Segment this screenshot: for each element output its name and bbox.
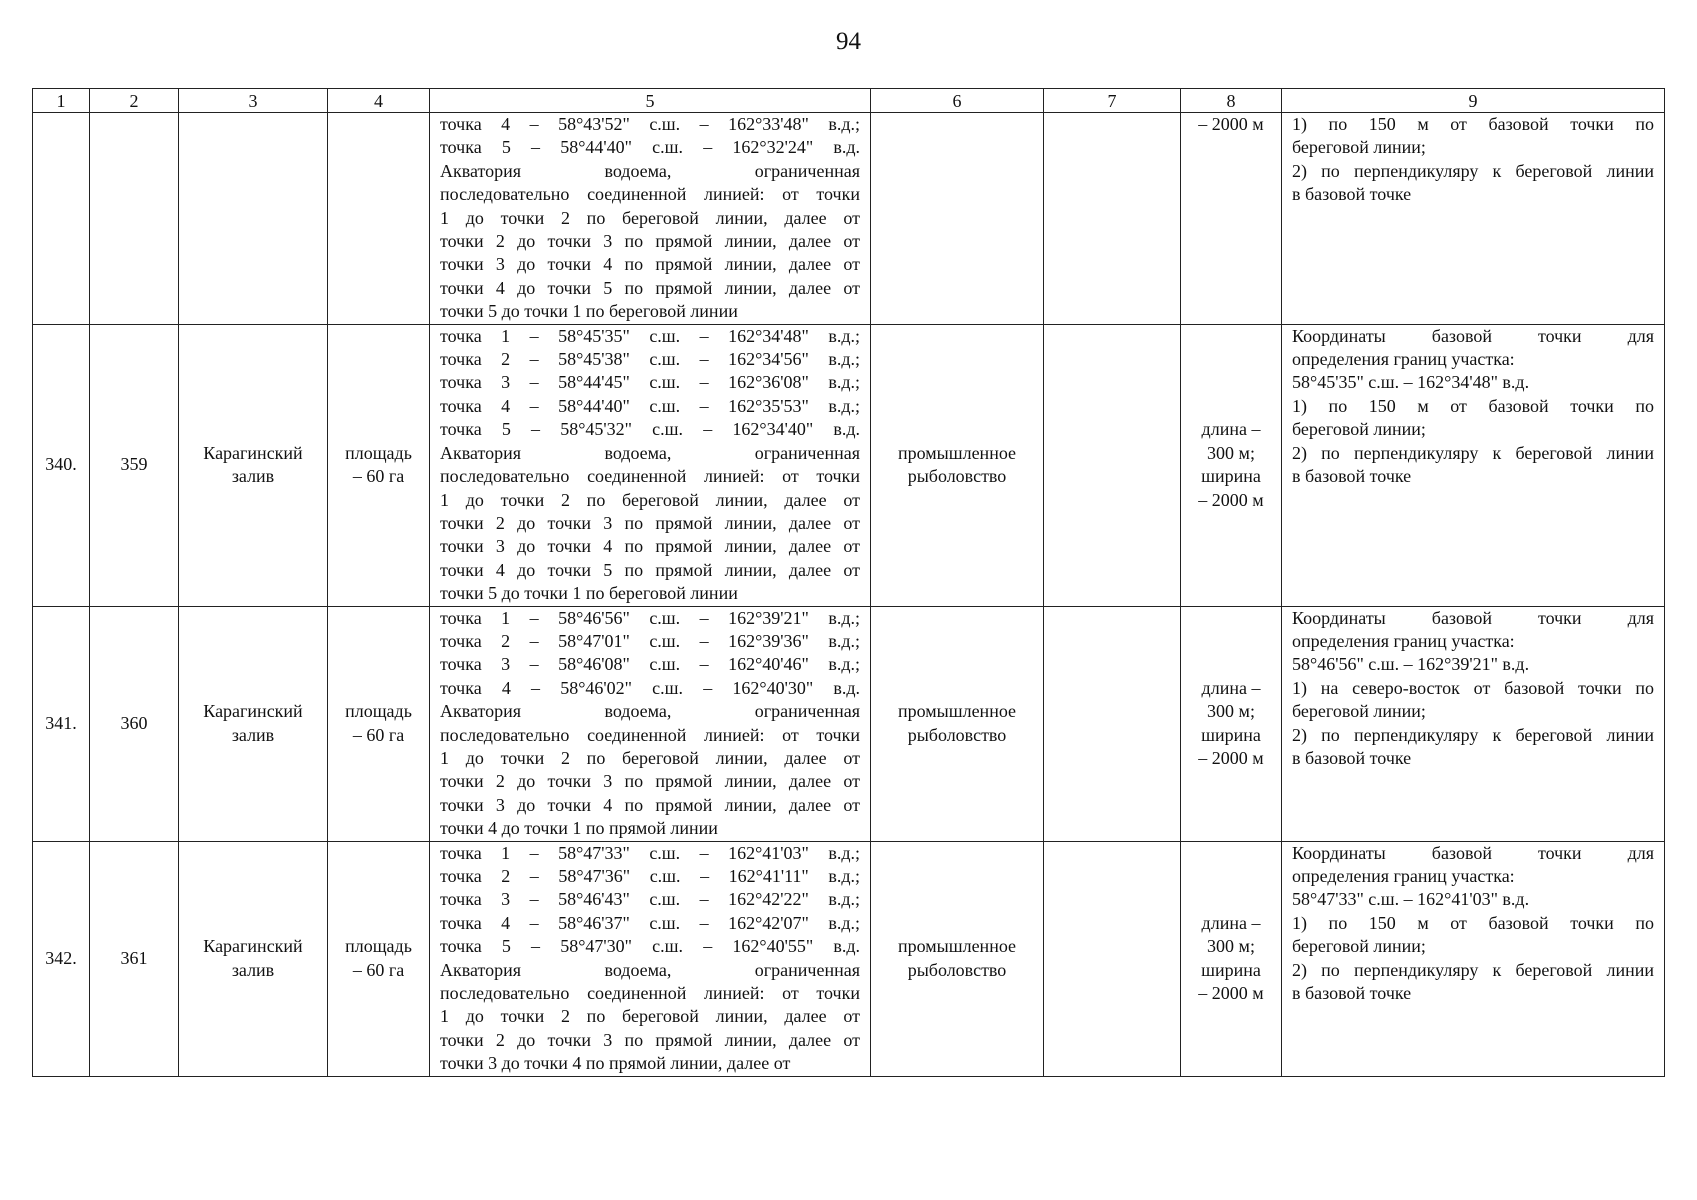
cell-notes-line: береговой линии; <box>1292 137 1426 158</box>
cell-description-line: точки 2 до точки 3 по прямой линии, далее от <box>440 512 860 533</box>
cell-notes-line: 2) по перпендикуляру к береговой линии <box>1292 442 1654 463</box>
column-header: 2 <box>90 89 179 113</box>
cell-location <box>179 841 328 1076</box>
cell-location-line: Карагинский <box>203 936 303 957</box>
cell-notes <box>1282 113 1665 325</box>
cell-notes-line: определения границ участка: <box>1292 630 1515 651</box>
cell-description-line: точки 2 до точки 3 по прямой линии, далее от <box>440 771 860 792</box>
cell-area <box>328 841 430 1076</box>
cell-description-line: 1 до точки 2 по береговой линии, далее от <box>440 747 860 768</box>
cell-location-line: Карагинский <box>203 442 303 463</box>
cell-purpose-line: промышленное <box>897 442 1017 463</box>
column-header: 8 <box>1181 89 1282 113</box>
cell-size-line: длина – <box>1201 677 1261 698</box>
cell-area-line: – 60 га <box>352 959 405 980</box>
cell-area <box>328 606 430 841</box>
cell-size <box>1181 324 1282 606</box>
cell-description-line: последовательно соединенной линией: от точки <box>440 184 860 205</box>
cell-size-line: ширина <box>1201 466 1261 487</box>
cell-location-line: залив <box>231 724 275 745</box>
cell-col7 <box>1044 606 1181 841</box>
cell-notes-line: 58°47'33" с.ш. – 162°41'03" в.д. <box>1292 889 1530 910</box>
cell-notes-line: в базовой точке <box>1292 747 1412 768</box>
cell-size <box>1181 113 1282 325</box>
cell-number <box>33 113 90 325</box>
cell-notes-line: 1) по 150 м от базовой точки по <box>1292 114 1654 134</box>
cell-purpose-line: рыболовство <box>907 466 1007 487</box>
cell-description-line: точка 2 – 58°47'36" с.ш. – 162°41'11" в.д.; <box>440 866 860 886</box>
cell-id <box>90 113 179 325</box>
cell-area-line: площадь <box>345 701 412 722</box>
cell-notes-line: определения границ участка: <box>1292 349 1515 370</box>
cell-size-line: ширина <box>1201 724 1261 745</box>
cell-notes <box>1282 841 1665 1076</box>
cell-description-line: 1 до точки 2 по береговой линии, далее от <box>440 1006 860 1027</box>
column-header: 5 <box>430 89 871 113</box>
cell-notes-line: Координаты базовой точки для <box>1292 842 1654 863</box>
cell-size-line: – 2000 м <box>1198 114 1264 134</box>
cell-description-line: точки 3 до точки 4 по прямой линии, далее от <box>440 794 860 815</box>
cell-description-line: точка 1 – 58°45'35" с.ш. – 162°34'48" в.д.; <box>440 325 860 346</box>
cell-location-line: залив <box>231 959 275 980</box>
cell-description-line: точки 5 до точки 1 по береговой линии <box>440 583 738 604</box>
cell-area <box>328 113 430 325</box>
column-header: 9 <box>1282 89 1665 113</box>
cell-location <box>179 324 328 606</box>
cell-number-text: 340. <box>45 454 77 475</box>
table-row <box>33 606 1665 841</box>
cell-description-line: 1 до точки 2 по береговой линии, далее от <box>440 207 860 228</box>
cell-notes-line: 1) на северо-восток от базовой точки по <box>1292 677 1654 698</box>
cell-description-line: точка 1 – 58°46'56" с.ш. – 162°39'21" в.д.; <box>440 607 860 628</box>
cell-description-line: точки 2 до точки 3 по прямой линии, далее от <box>440 231 860 252</box>
column-header: 1 <box>33 89 90 113</box>
cell-notes-line: Координаты базовой точки для <box>1292 607 1654 628</box>
cell-id <box>90 606 179 841</box>
cell-description-line: точки 3 до точки 4 по прямой линии, далее от <box>440 254 860 275</box>
cell-description-line: точки 4 до точки 5 по прямой линии, далее от <box>440 277 860 298</box>
cell-size-line: – 2000 м <box>1198 747 1264 768</box>
cell-notes-line: 1) по 150 м от базовой точки по <box>1292 395 1654 416</box>
cell-description-line: точка 3 – 58°46'43" с.ш. – 162°42'22" в.д.; <box>440 889 860 910</box>
cell-notes-line: береговой линии; <box>1292 419 1426 440</box>
cell-col7 <box>1044 841 1181 1076</box>
table-row <box>33 324 1665 606</box>
page-number: 94 <box>836 28 861 55</box>
cell-description-line: Акватория водоема, ограниченная <box>440 442 860 463</box>
cell-description-line: точки 3 до точки 4 по прямой линии, далее от <box>440 536 860 557</box>
cell-description-line: точка 4 – 58°44'40" с.ш. – 162°35'53" в.д.; <box>440 395 860 416</box>
cell-description-line: точка 4 – 58°46'02" с.ш. – 162°40'30" в.д. <box>440 677 860 698</box>
cell-description-line: точка 4 – 58°46'37" с.ш. – 162°42'07" в.д.; <box>440 912 860 933</box>
cell-area <box>328 324 430 606</box>
table-row <box>33 841 1665 1076</box>
cell-id-text: 361 <box>120 947 148 968</box>
cell-notes-line: в базовой точке <box>1292 466 1412 487</box>
cell-description-line: точка 4 – 58°43'52" с.ш. – 162°33'48" в.д.; <box>440 114 860 134</box>
cell-description-line: точка 1 – 58°47'33" с.ш. – 162°41'03" в.д.; <box>440 842 860 863</box>
cell-description-line: Акватория водоема, ограниченная <box>440 160 860 181</box>
cell-location <box>179 606 328 841</box>
cell-notes-line: 58°45'35" с.ш. – 162°34'48" в.д. <box>1292 372 1530 393</box>
cell-size-line: 300 м; <box>1207 442 1255 463</box>
cell-description-line: точки 4 до точки 5 по прямой линии, далее от <box>440 559 860 580</box>
cell-number-text: 341. <box>45 712 77 733</box>
cell-size-line: длина – <box>1201 912 1261 933</box>
cell-number <box>33 606 90 841</box>
cell-notes-line: береговой линии; <box>1292 936 1426 957</box>
cell-size <box>1181 841 1282 1076</box>
cell-number <box>33 324 90 606</box>
cell-size-line: 300 м; <box>1207 936 1255 957</box>
header-row <box>33 89 1665 113</box>
cell-area-line: площадь <box>345 936 412 957</box>
cell-notes-line: в базовой точке <box>1292 983 1412 1004</box>
cell-location-line: Карагинский <box>203 701 303 722</box>
cell-notes-line: 2) по перпендикуляру к береговой линии <box>1292 959 1654 980</box>
cell-description-line: точка 3 – 58°46'08" с.ш. – 162°40'46" в.д.; <box>440 654 860 675</box>
column-header: 3 <box>179 89 328 113</box>
cell-notes-line: Координаты базовой точки для <box>1292 325 1654 346</box>
cell-area-line: площадь <box>345 442 412 463</box>
column-header: 7 <box>1044 89 1181 113</box>
cell-description-line: точка 5 – 58°47'30" с.ш. – 162°40'55" в.д. <box>440 936 860 957</box>
cell-purpose <box>871 113 1044 325</box>
cell-description-line: точки 4 до точки 1 по прямой линии <box>440 818 718 839</box>
cell-description-line: точка 5 – 58°45'32" с.ш. – 162°34'40" в.д. <box>440 419 860 440</box>
cell-description-line: последовательно соединенной линией: от точки <box>440 724 860 745</box>
cell-description-line: точка 5 – 58°44'40" с.ш. – 162°32'24" в.д. <box>440 137 860 158</box>
cell-id-text: 359 <box>120 454 148 475</box>
cell-description <box>430 113 871 325</box>
table-row <box>33 113 1665 325</box>
cell-number <box>33 841 90 1076</box>
cell-description-line: точки 5 до точки 1 по береговой линии <box>440 301 738 322</box>
cell-size-line: ширина <box>1201 959 1261 980</box>
cell-description-line: точка 2 – 58°45'38" с.ш. – 162°34'56" в.д.; <box>440 349 860 370</box>
register-table <box>32 88 1665 1077</box>
cell-size-line: длина – <box>1201 419 1261 440</box>
cell-id <box>90 324 179 606</box>
cell-purpose <box>871 324 1044 606</box>
cell-description-line: точка 2 – 58°47'01" с.ш. – 162°39'36" в.д.; <box>440 630 860 651</box>
cell-purpose <box>871 841 1044 1076</box>
cell-col7 <box>1044 113 1181 325</box>
cell-description <box>430 324 871 606</box>
cell-size-line: – 2000 м <box>1198 489 1264 510</box>
cell-description-line: Акватория водоема, ограниченная <box>440 959 860 980</box>
cell-size <box>1181 606 1282 841</box>
cell-id <box>90 841 179 1076</box>
cell-purpose <box>871 606 1044 841</box>
cell-area-line: – 60 га <box>352 724 405 745</box>
cell-notes-line: определения границ участка: <box>1292 866 1515 886</box>
cell-size-line: 300 м; <box>1207 701 1255 722</box>
cell-area-line: – 60 га <box>352 466 405 487</box>
cell-purpose-line: промышленное <box>897 936 1017 957</box>
cell-size-line: – 2000 м <box>1198 983 1264 1004</box>
cell-description-line: 1 до точки 2 по береговой линии, далее от <box>440 489 860 510</box>
cell-purpose-line: рыболовство <box>907 959 1007 980</box>
column-header: 6 <box>871 89 1044 113</box>
cell-notes-line: 2) по перпендикуляру к береговой линии <box>1292 724 1654 745</box>
cell-description-line: точки 3 до точки 4 по прямой линии, далее от <box>440 1053 791 1074</box>
cell-description <box>430 841 871 1076</box>
cell-notes <box>1282 606 1665 841</box>
cell-id-text: 360 <box>120 712 148 733</box>
cell-description <box>430 606 871 841</box>
cell-notes-line: береговой линии; <box>1292 701 1426 722</box>
column-header: 4 <box>328 89 430 113</box>
cell-col7 <box>1044 324 1181 606</box>
cell-purpose-line: промышленное <box>897 701 1017 722</box>
cell-description-line: Акватория водоема, ограниченная <box>440 701 860 722</box>
cell-purpose-line: рыболовство <box>907 724 1007 745</box>
cell-notes-line: 58°46'56" с.ш. – 162°39'21" в.д. <box>1292 654 1530 675</box>
cell-notes <box>1282 324 1665 606</box>
cell-description-line: точки 2 до точки 3 по прямой линии, далее от <box>440 1029 860 1050</box>
cell-location <box>179 113 328 325</box>
cell-description-line: последовательно соединенной линией: от точки <box>440 983 860 1004</box>
cell-description-line: точка 3 – 58°44'45" с.ш. – 162°36'08" в.д.; <box>440 372 860 393</box>
cell-notes-line: 1) по 150 м от базовой точки по <box>1292 912 1654 933</box>
cell-notes-line: 2) по перпендикуляру к береговой линии <box>1292 160 1654 181</box>
cell-location-line: залив <box>231 466 275 487</box>
cell-notes-line: в базовой точке <box>1292 184 1412 205</box>
cell-description-line: последовательно соединенной линией: от точки <box>440 466 860 487</box>
cell-number-text: 342. <box>45 947 77 968</box>
